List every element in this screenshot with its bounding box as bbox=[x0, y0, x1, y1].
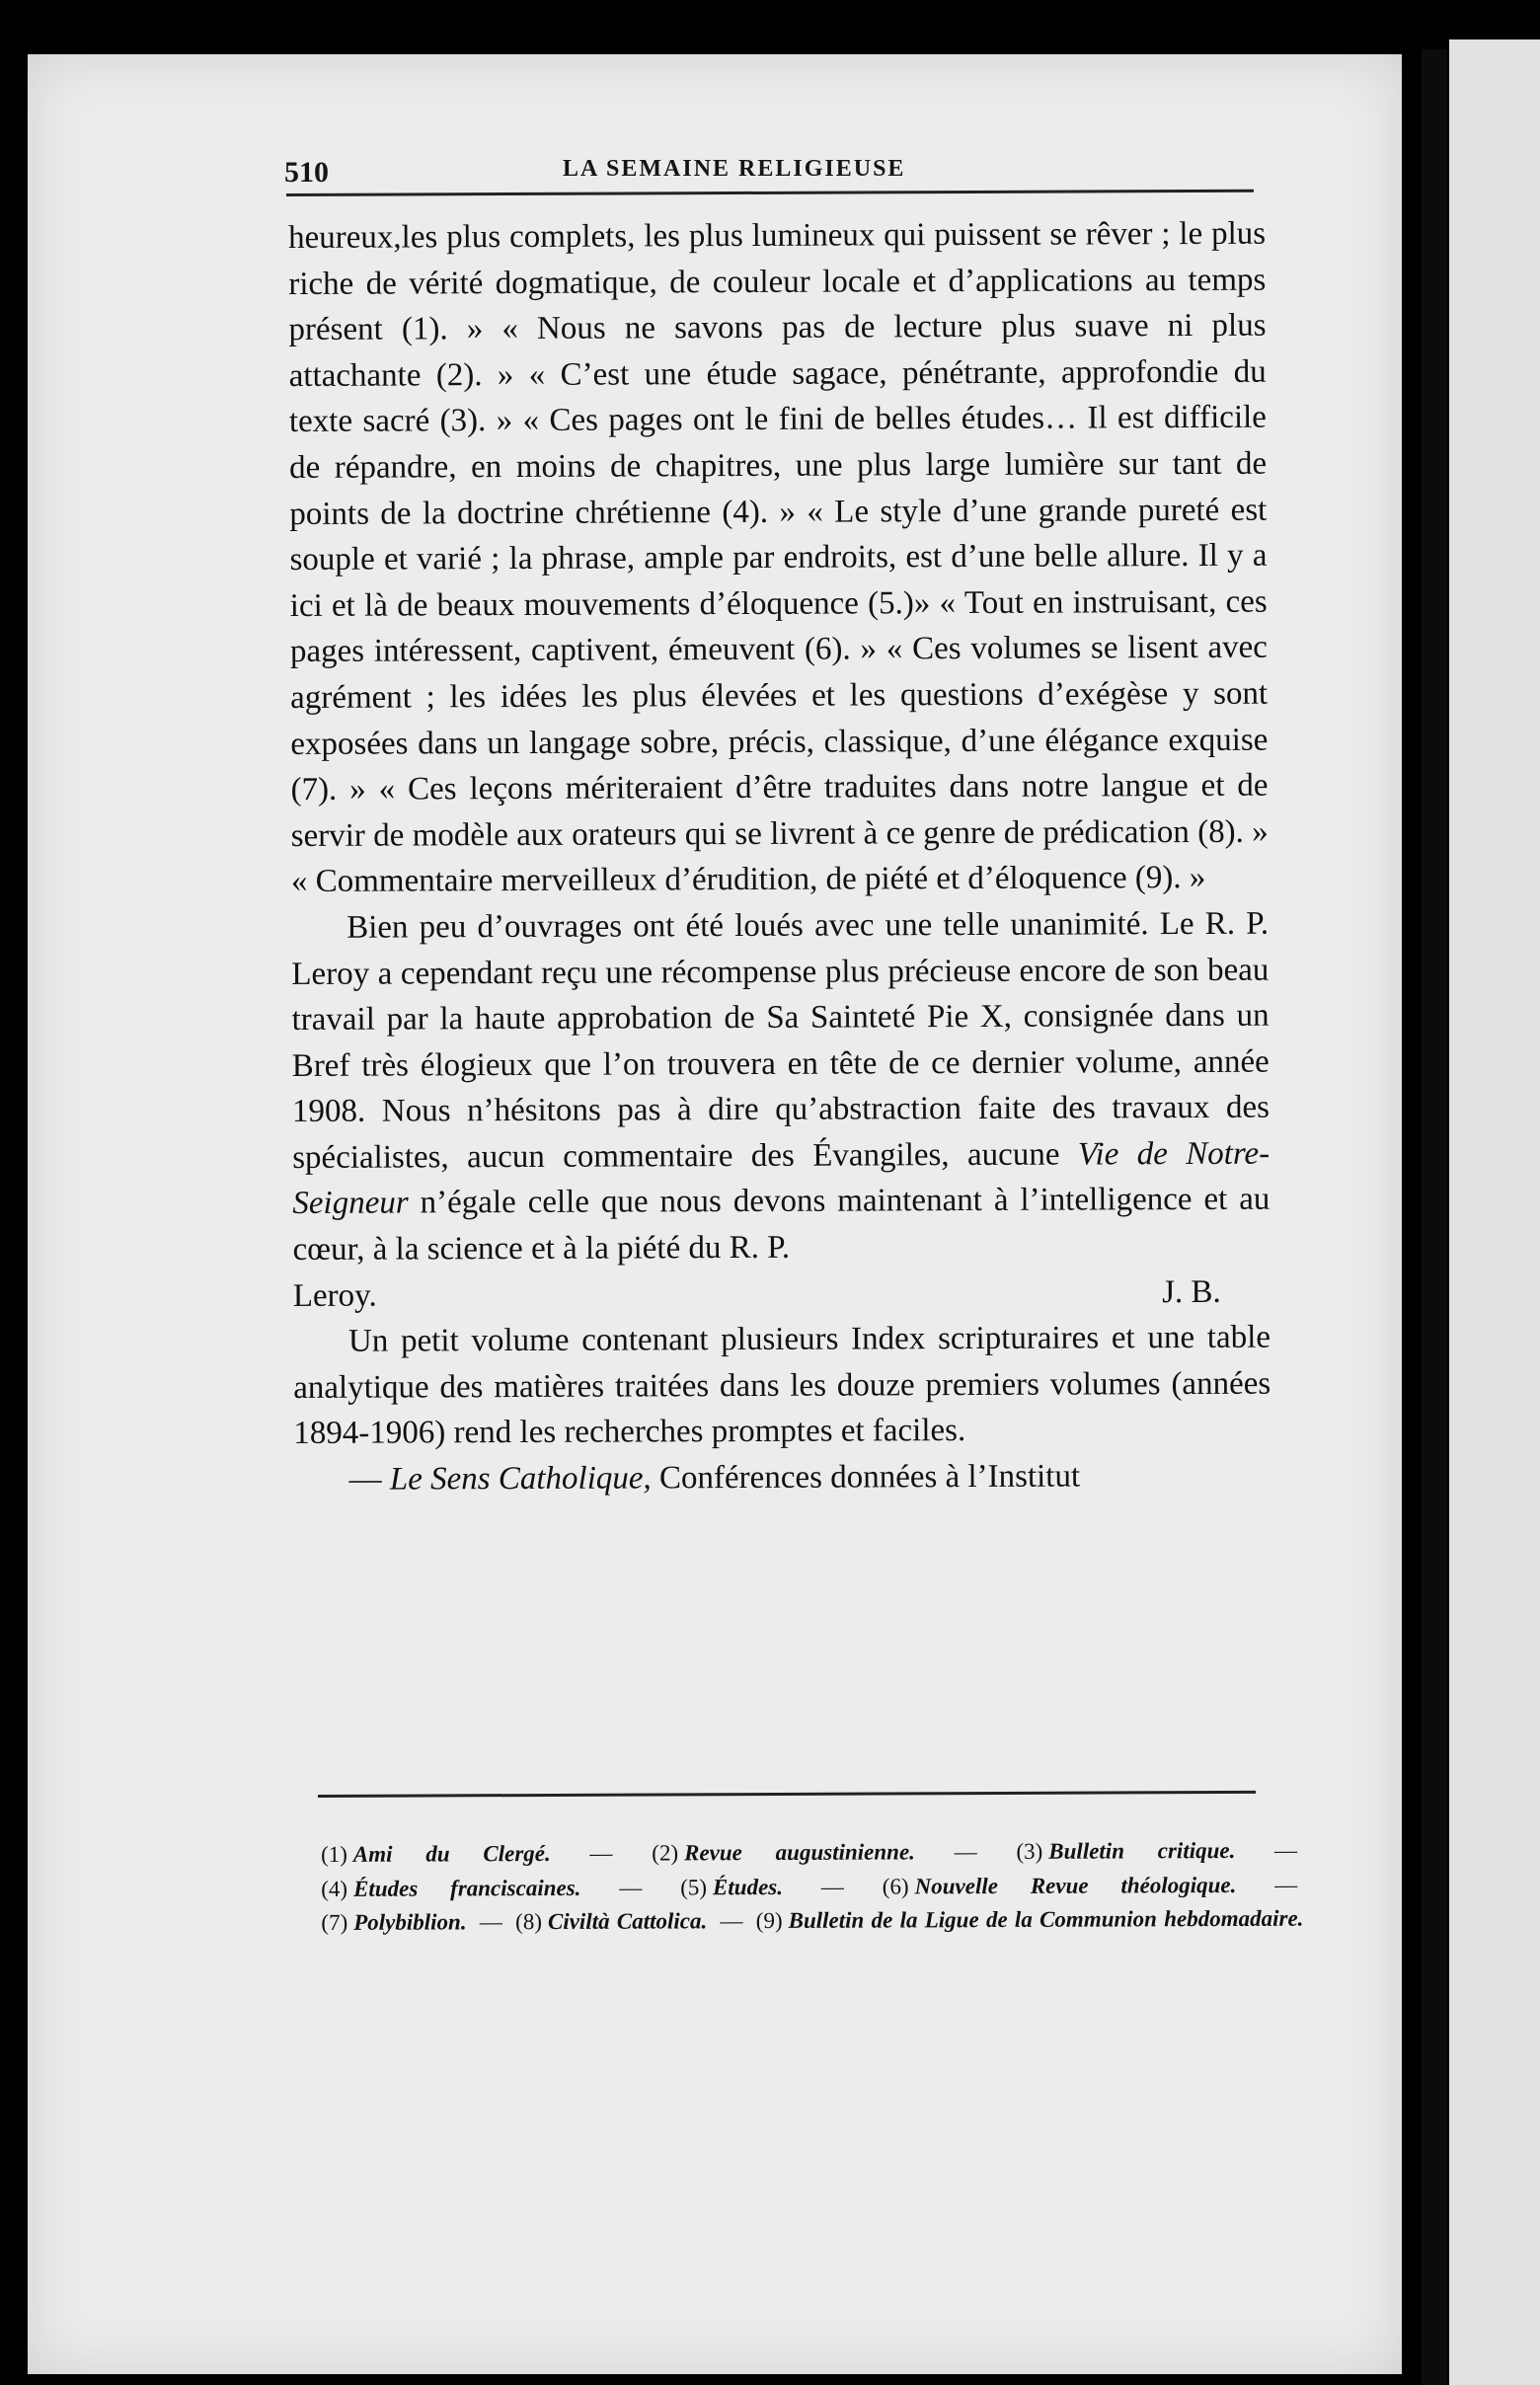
em-dash: — bbox=[348, 1461, 382, 1498]
footnote-3: (3) Bulletin critique. bbox=[1016, 1837, 1236, 1864]
work-title-vie-de-notre-seigneur: Vie de Notre-Seigneur bbox=[292, 1135, 1270, 1222]
footnote-5: (5) Études. bbox=[680, 1874, 784, 1899]
footnote-separator: — bbox=[720, 1908, 743, 1934]
paragraph-index: Un petit volume contenant plusieurs Index scripturaires et une table analytique des matières traitées dans les douze premiers volumes (années 1894-1906) rend les recherches promptes et faciles. bbox=[293, 1319, 1271, 1452]
footnote-8: (8) Civiltà Cattolica. bbox=[515, 1908, 708, 1935]
footnotes bbox=[321, 1834, 1303, 1941]
footnote-line bbox=[321, 1868, 1303, 1906]
footnote-separator: — bbox=[1274, 1837, 1298, 1863]
footnote-separator: — bbox=[589, 1840, 613, 1866]
paragraph-praise-text: Bien peu d’ouvrages ont été loués avec une telle unanimité. Le R. P. Leroy a cependant reçu une récompense plus précieuse encore de son beau travail par la haute approbation de Sa Sainteté Pie X, consignée dans un Bref très élogieux que l’on trouvera en tête de ce dernier volume, année 1908. Nous n’hésitons pas à dire qu’abstraction faite des travaux des spécialistes, aucun commentaire des Évangiles, aucune bbox=[291, 905, 1270, 1176]
footnote-9: (9) Bulletin de la Ligue de la Communion hebdomadaire. bbox=[755, 1905, 1304, 1934]
paragraph-sens-catholique-text: Conférences données à l’Institut bbox=[658, 1458, 1081, 1497]
paragraph-praise-end: Leroy. bbox=[292, 1277, 377, 1314]
footnote-7: (7) Polybiblion. bbox=[321, 1909, 467, 1935]
page-gutter-edge bbox=[1422, 49, 1447, 2385]
work-title-sens-catholique: Le Sens Catholique, bbox=[389, 1460, 652, 1498]
paragraph-sens-catholique bbox=[293, 1453, 1270, 1503]
footnote-separator: — bbox=[954, 1839, 977, 1865]
footnote-separator: — bbox=[619, 1875, 643, 1900]
paragraph-praise-continued: n’égale celle que nous devons maintenant à l’intelligence et au cœur, à la science et à la piété du R. P. bbox=[292, 1182, 1270, 1269]
page-number: 510 bbox=[284, 156, 329, 189]
footnote-6: (6) Nouvelle Revue théologique. bbox=[882, 1872, 1237, 1899]
footnote-separator: — bbox=[1274, 1872, 1298, 1897]
footnote-1: (1) Ami du Clergé. bbox=[321, 1840, 551, 1867]
next-page-edge bbox=[1449, 39, 1540, 2385]
footnote-separator: — bbox=[820, 1874, 844, 1899]
footnote-2: (2) Revue augustinienne. bbox=[652, 1839, 915, 1866]
footnote-line bbox=[321, 1902, 1303, 1941]
paragraph-praise bbox=[291, 901, 1270, 1273]
footnote-separator: — bbox=[479, 1909, 502, 1935]
running-title: LA SEMAINE RELIGIEUSE bbox=[563, 156, 906, 182]
footnote-line bbox=[321, 1834, 1303, 1873]
body-text bbox=[288, 211, 1271, 1503]
signature-line bbox=[293, 1269, 1270, 1319]
author-signature: J. B. bbox=[1162, 1273, 1221, 1310]
paragraph-reviews: heureux,les plus complets, les plus lumineux qui puissent se rêver ; le plus riche de vérité dogmatique, de couleur locale et d’applications au temps présent (1). » « Nous ne savons pas de lecture plus suave ni plus attachante (2). » « C’est une étude sagace, pénétrante, approfondie du texte sacré (3). » « Ces pages ont le fini de belles études… Il est difficile de répandre, en moins de chapitres, une plus large lumière sur tant de points de la doctrine chrétienne (4). » « Le style d’une grande pureté est souple et varié ; la phrase, ample par endroits, est d’une belle allure. Il y a ici et là de beaux mouvements d’éloquence (5.)» « Tout en instruisant, ces pages intéressent, captivent, émeuvent (6). » « Ces volumes se lisent avec agrément ; les idées les plus élevées et les questions d’exégèse y sont exposées dans un langage sobre, précis, classique, d’une élégance exquise (7). » « Ces leçons mériteraient d’être traduites dans notre langue et de servir de modèle aux orateurs qui se livrent à ce genre de prédication (8). » « Commentaire merveilleux d’érudition, de piété et d’éloquence (9). » bbox=[288, 215, 1269, 900]
footnote-4: (4) Études franciscaines. bbox=[321, 1875, 581, 1901]
